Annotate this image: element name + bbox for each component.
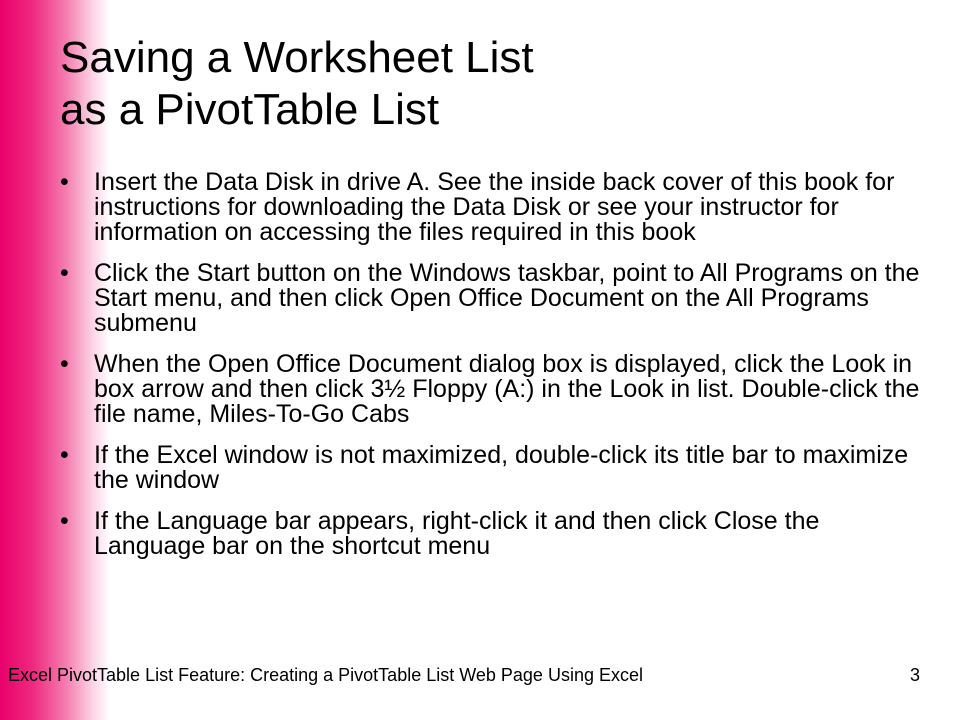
bullet-item	[60, 509, 920, 559]
bullet-item	[60, 170, 920, 245]
bullet-dot: •	[60, 350, 69, 378]
bullet-item	[60, 352, 920, 427]
bullet-list	[60, 170, 920, 575]
bullet-dot: •	[60, 259, 69, 287]
bullet-item	[60, 261, 920, 336]
slide-footer: Excel PivotTable List Feature: Creating a PivotTable List Web Page Using Excel	[8, 665, 643, 685]
bullet-text: Insert the Data Disk in drive A. See the inside back cover of this book for instructions for downloading the Data Disk or see your instructor for information on accessing the files required in this book	[94, 168, 895, 246]
slide-title	[60, 32, 920, 136]
bullet-dot: •	[60, 441, 69, 469]
bullet-item	[60, 443, 920, 493]
bullet-dot: •	[60, 168, 69, 196]
page-number: 3	[909, 665, 920, 685]
bullet-text: When the Open Office Document dialog box is displayed, click the Look in box arrow and then click 3½ Floppy (A:) in the Look in list. Double-click the file name, Miles-To-Go Cabs	[94, 350, 920, 428]
bullet-text: If the Excel window is not maximized, double-click its title bar to maximize the window	[94, 441, 909, 494]
bullet-text: If the Language bar appears, right-click it and then click Close the Language bar on the shortcut menu	[94, 507, 820, 560]
bullet-dot: •	[60, 507, 69, 535]
bullet-text: Click the Start button on the Windows taskbar, point to All Programs on the Start menu, and then click Open Office Document on the All Programs submenu	[94, 259, 920, 337]
slide-title-line-2: as a PivotTable List	[60, 85, 440, 134]
slide-title-line-1: Saving a Worksheet List	[60, 33, 534, 82]
